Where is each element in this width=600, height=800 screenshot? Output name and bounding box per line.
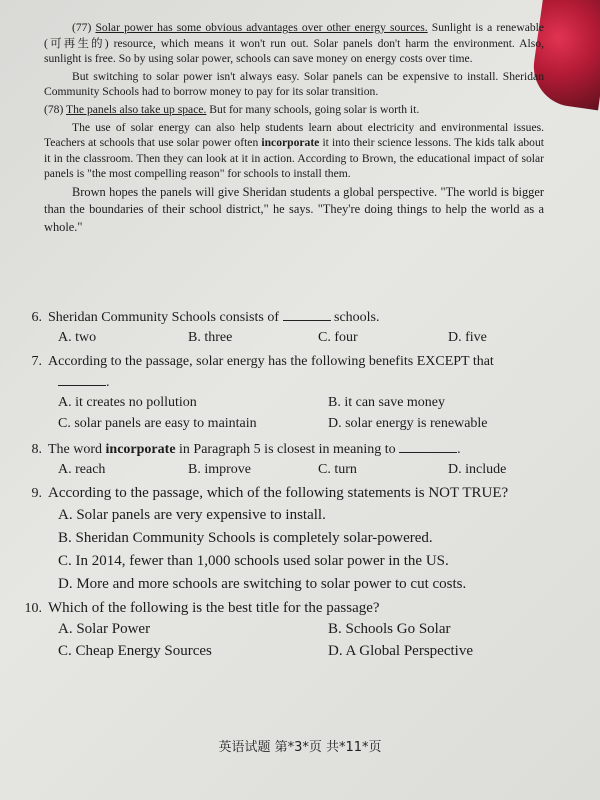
option-a: A. Solar panels are very expensive to install. (58, 507, 326, 523)
paragraph-global-text: Brown hopes the panels will give Sheridan students a global perspective. "The world is bigger than the boundaries of their school district," he says. "They're doing things to help the world as a whole." (44, 184, 544, 234)
question-stem: The word (48, 442, 106, 457)
marker-78: (78) (44, 102, 64, 116)
underlined-sentence-78: The panels also take up space. (66, 102, 207, 116)
paragraph-challenges (44, 69, 544, 100)
question-9-options (16, 507, 576, 593)
option-b: B. it can save money (328, 395, 446, 410)
option-c: C. In 2014, fewer than 1,000 schools used solar power in the US. (58, 553, 449, 569)
question-stem: According to the passage, which of the following statements is NOT TRUE? (48, 485, 509, 501)
question-7-options (16, 395, 576, 432)
question-number: 8. (31, 442, 42, 457)
option-b: B. improve (188, 462, 251, 477)
paragraph-education (44, 120, 544, 182)
paragraph-education-text: The use of solar energy can also help students learn about electricity and environmental issues. Teachers at schools that use solar power often (44, 120, 544, 150)
answer-blank (283, 306, 331, 321)
option-c: C. four (318, 330, 358, 345)
question-8 (16, 438, 576, 459)
question-6-options (16, 330, 576, 346)
question-7-blank-line (16, 371, 576, 392)
question-stem-end: schools. (334, 310, 380, 325)
question-7 (16, 352, 576, 371)
option-a: A. reach (58, 462, 106, 477)
bold-word-incorporate: incorporate (105, 442, 176, 457)
answer-blank (58, 371, 106, 386)
paragraph-advantages (44, 20, 544, 67)
option-b: B. Sheridan Community Schools is completely solar-powered. (58, 530, 433, 546)
question-stem: According to the passage, solar energy has the following benefits EXCEPT that (48, 354, 494, 369)
option-d: D. five (448, 330, 487, 345)
option-d: D. include (448, 462, 507, 477)
option-a: A. it creates no pollution (58, 395, 197, 410)
option-d: D. A Global Perspective (328, 643, 473, 659)
paragraph-challenges-text: But switching to solar power isn't always easy. Solar panels can be expensive to install. Sheridan Community Schools had to borrow money to pay for its solar transition. (44, 69, 544, 99)
option-c: C. turn (318, 462, 357, 477)
question-stem-end: . (106, 375, 110, 390)
question-number: 7. (31, 354, 42, 369)
option-c: C. Cheap Energy Sources (58, 643, 212, 659)
underlined-sentence-77: Solar power has some obvious advantages over other energy sources. (95, 21, 428, 34)
option-d: D. More and more schools are switching to solar power to cut costs. (58, 576, 467, 592)
marker-77: (77) (72, 21, 92, 34)
option-a: A. Solar Power (58, 621, 151, 637)
question-stem-mid: in Paragraph 5 is closest in meaning to (175, 442, 396, 457)
question-stem-end: . (457, 442, 461, 457)
question-10-options (16, 621, 576, 660)
option-b: B. Schools Go Solar (328, 621, 451, 637)
question-number: 6. (31, 310, 42, 325)
option-a: A. two (58, 330, 97, 345)
paragraph-advantages-text: Sunlight is a renewable (可再生的) resource, which means it won't run out. Solar panels don't harm the environment. Also, sunlight is free. So by using solar power, schools can save money on energy costs over time. (44, 21, 545, 66)
paragraph-global (44, 184, 544, 237)
question-10 (16, 599, 576, 618)
option-d: D. solar energy is renewable (328, 416, 488, 431)
question-number: 10. (24, 601, 42, 616)
question-stem: Sheridan Community Schools consists of (48, 310, 279, 325)
paragraph-challenges-rest: But for many schools, going solar is worth it. (206, 102, 420, 116)
question-8-options (16, 462, 576, 478)
option-c: C. solar panels are easy to maintain (58, 416, 257, 431)
answer-blank (399, 438, 457, 453)
questions-section (16, 300, 576, 660)
question-9 (16, 484, 576, 503)
page-footer: 英语试题 第*3*页 共*11*页 (218, 740, 382, 755)
reading-passage (44, 20, 544, 238)
question-6 (16, 306, 576, 327)
bold-word-incorporate: incorporate (261, 136, 320, 150)
paragraph-challenges-cont (44, 102, 544, 118)
question-stem: Which of the following is the best title for the passage? (48, 600, 380, 616)
option-b: B. three (188, 330, 233, 345)
paragraph-education-text-end: it into their science lessons. The kids talk about it in the classroom. Then they can look at it in action. According to Brown, the educational impact of solar panels is "the most compelling reason" for schools to install them. (44, 136, 544, 181)
question-number: 9. (31, 486, 42, 501)
